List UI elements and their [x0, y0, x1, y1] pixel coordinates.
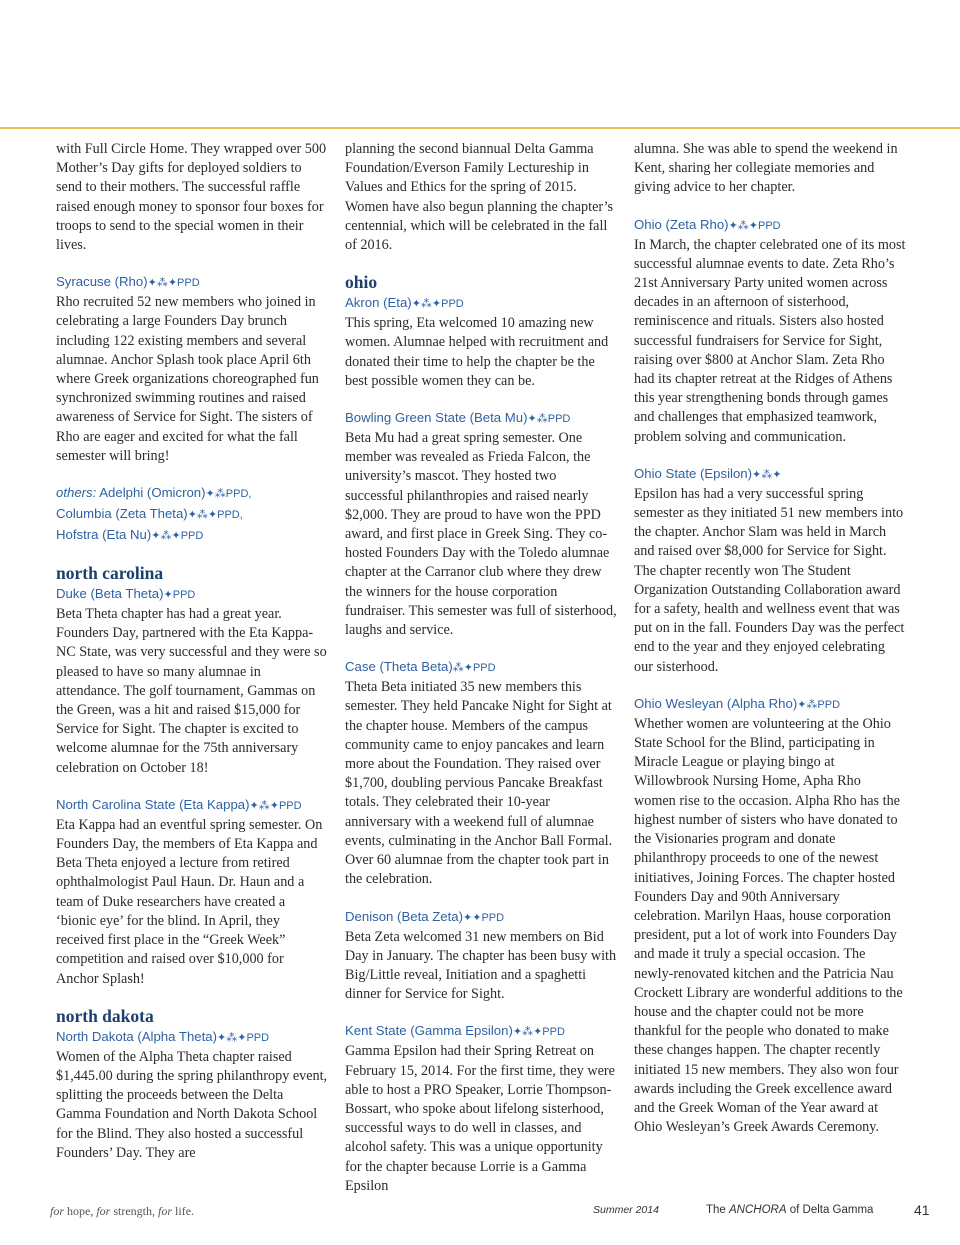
entry-north-dakota — [56, 1027, 328, 1163]
entry-body: planning the second biannual Delta Gamma Foundation/Everson Family Lectureship in Values and Ethics for the spring of 2015. Women have also begun planning the chapter’s centennial, which will be celebrated in the fall of 2016. — [345, 141, 614, 254]
state-heading: north dakota — [56, 1005, 154, 1026]
entry-duke — [56, 584, 328, 778]
page-number: 41 — [914, 1202, 930, 1218]
chapter-name: Hofstra (Eta Nu)✦⁂✦PPD — [56, 527, 204, 543]
award-markers-icon: ✦⁂✦PPD — [512, 1026, 565, 1039]
footer-issue-date: Summer 2014 — [593, 1204, 659, 1216]
award-markers-icon: ✦⁂✦ — [752, 468, 782, 481]
state-heading: north carolina — [56, 563, 164, 584]
award-markers-icon: ✦⁂✦PPD — [147, 277, 200, 290]
entry-body: Women of the Alpha Theta chapter raised $1,445.00 during the spring philanthropy event, splitting the proceeds between the Delta Gamma Foundation and North Dakota School for the Blind. They also hosted a successful Founders’ Day. They are — [56, 1048, 328, 1161]
chapter-name: North Carolina State (Eta Kappa)✦⁂✦PPD — [56, 796, 302, 812]
entry-body: Beta Zeta welcomed 31 new members on Bid Day in January. The chapter has been busy with Big/Little reveal, Initiation and a spaghetti dinner for Service for Sight. — [345, 928, 617, 1003]
award-markers-icon: ✦⁂✦PPD — [151, 530, 204, 543]
entry-ohio-wesleyan — [634, 694, 906, 1137]
entry-others — [56, 483, 328, 546]
entry-body: Gamma Epsilon had their Spring Retreat on February 15, 2014. For the first time, they were able to host a PRO Speaker, Lorrie Thompson-Bossart, who spoke about lifelong sisterhood, successful ways to do well in classes, and alcohol safety. This was a unique opportunity for the chapter because Lorrie is a Gamma Epsilon — [345, 1043, 615, 1194]
entry-bowling-green — [345, 408, 617, 640]
award-markers-icon: ✦⁂PPD — [797, 698, 841, 711]
entry-body: Beta Mu had a great spring semester. One member was revealed as Frieda Falcon, the university’s mascot. They hosted two successful philanthropies and raised nearly $2,000. They are proud to have won the PPD award, and first place in Greek Sing. They co-hosted Founders Day with the Toledo alumnae chapter at the Carranor club where they drew the winners for the house corporation fundraiser. This semester was full of sisterhood, laughs and service. — [345, 430, 617, 639]
award-markers-icon: ✦⁂✦PPD — [411, 298, 464, 311]
award-markers-icon: ✦✦PPD — [463, 911, 505, 924]
entry-body: Theta Beta initiated 35 new members this semester. They held Pancake Night for Sight at the chapter house. Members of the campus community came to enjoy pancakes and learn more about the Foundation. They raised over $1,700, doubling pervious Pancake Breakfast totals. They celebrated their 10-year anniversary with a weekend full of alumnae events, culminating in the Anchor Ball Formal. Over 60 alumnae from the chapter took part in the celebration. — [345, 679, 613, 888]
chapter-name: Denison (Beta Zeta)✦✦PPD — [345, 908, 505, 924]
award-markers-icon: ⁂✦PPD — [452, 662, 496, 675]
entry-nc-state — [56, 795, 328, 989]
top-accent-rule — [0, 127, 960, 129]
continued-entry — [345, 140, 617, 255]
chapter-name: North Dakota (Alpha Theta)✦⁂✦PPD — [56, 1028, 270, 1044]
award-markers-icon: ✦PPD — [163, 589, 196, 602]
entry-kent-state — [345, 1021, 617, 1196]
entry-body: In March, the chapter celebrated one of its most successful alumnae events to date. Zeta Rho’s 21st Anniversary Party united women across decades in an afternoon of sisterhood, reminiscence and rituals. Sisters also hosted successful fundraisers for Service for Sight, raising over $800 at Anchor Slam. Zeta Rho had its chapter retreat at the Ridges of Athens this year strengthening bonds through games and challenges that emphasized teamwork, problem solving and communication. — [634, 236, 906, 445]
chapter-name: Case (Theta Beta)⁂✦PPD — [345, 659, 496, 675]
entry-akron — [345, 293, 617, 391]
award-markers-icon: ✦⁂✦PPD — [728, 219, 781, 232]
entry-body: Epsilon has had a very successful spring semester as they initiated 51 new members into the chapter. Anchor Slam was held in March and raised over $8,000 for Service for Sight. The chapter recently won The Student Organization Outstanding Collaboration award for a safety, health and wellness event that was put on in the fall. Founders Day was the perfect end to the year and they enjoyed celebrating our sisterhood. — [634, 485, 905, 675]
state-heading: ohio — [345, 272, 378, 293]
award-markers-icon: ✦⁂✦PPD — [249, 799, 302, 812]
award-markers-icon: ✦⁂✦PPD, — [187, 509, 243, 522]
entry-body: This spring, Eta welcomed 10 amazing new women. Alumnae helped with recruitment and donated their time to help the chapter be the best possible women they can be. — [345, 315, 609, 389]
chapter-name: Ohio (Zeta Rho)✦⁂✦PPD — [634, 216, 781, 232]
continued-entry — [56, 140, 328, 255]
column-middle — [345, 140, 617, 1213]
chapter-name: Bowling Green State (Beta Mu)✦⁂PPD — [345, 410, 571, 426]
column-left — [56, 140, 328, 1180]
entry-ohio-zeta-rho — [634, 215, 906, 447]
entry-body: Beta Theta chapter has had a great year. Founders Day, partnered with the Eta Kappa-NC State, was very successful and they were so pleased to have so many alumnae in attendance. The golf tournament, Gammas on the Green, was a hit and raised $15,000 for Service for Sight. The chapter is excited to welcome alumnae for the 75th anniversary celebration on October 18! — [56, 606, 327, 776]
chapter-name: Kent State (Gamma Epsilon)✦⁂✦PPD — [345, 1023, 565, 1039]
award-markers-icon: ✦⁂PPD, — [205, 488, 252, 501]
award-markers-icon: ✦⁂PPD — [527, 413, 571, 426]
entry-syracuse — [56, 272, 328, 466]
chapter-name: others: Adelphi (Omicron)✦⁂PPD, — [56, 485, 252, 501]
entry-case — [345, 657, 617, 889]
chapter-name: Syracuse (Rho)✦⁂✦PPD — [56, 274, 200, 290]
entry-body: Eta Kappa had an eventful spring semester. On Founders Day, the members of Eta Kappa and Beta Theta enjoyed a lecture from retired ophthalmologist Paul Haun. Dr. Haun and a team of Duke researchers have created a ‘bionic eye’ for the blind. In April, they received first place in the “Greek Week” competition and raised over $10,000 for Anchor Splash! — [56, 816, 323, 987]
footer-tagline: for hope, for strength, for life. — [50, 1204, 195, 1218]
award-markers-icon: ✦⁂✦PPD — [217, 1031, 270, 1044]
entry-body: Whether women are volunteering at the Ohio State School for the Blind, participating in Miracle League or playing bingo at Willowbrook Nursing Home, Apha Rho women rise to the occasion. Alpha Rho has the highest number of sisters who have donated to the Visionaries program and donate philanthropy proceeds to one of the newest initiatives, Joining Forces. The chapter hosted Founders Day and 90th Anniversary celebration. Marilyn Haas, house corporation president, put a lot of work into Founders Day and made it truly a special occasion. The newly-renovated kitchen and the Patricia Nau Crockett Library are wonderful additions to the house and the chapter could not be more thankful for the people who donated to make these changes happen. The chapter recently initiated 15 new members. They also won four awards including the Greek excellence award and the Greek Woman of the Year award at Ohio Wesleyan’s Greek Awards Ceremony. — [634, 715, 903, 1136]
chapter-name: Akron (Eta)✦⁂✦PPD — [345, 295, 464, 311]
entry-body: alumna. She was able to spend the weekend in Kent, sharing her collegiate memories and giving advice to her chapter. — [634, 141, 898, 196]
chapter-name: Duke (Beta Theta)✦PPD — [56, 586, 196, 602]
chapter-name: Ohio Wesleyan (Alpha Rho)✦⁂PPD — [634, 695, 841, 711]
footer-magazine-title: The ANCHORA of Delta Gamma — [706, 1204, 874, 1216]
entry-body: Rho recruited 52 new members who joined in celebrating a large Founders Day brunch including 122 existing members and several alumnae. Anchor Splash took place April 6th where Greek organizations choreographed fun synchronized swimming routines and raised awareness of Service for Sight. The sisters of Rho are eager and excited for what the fall semester will bring! — [56, 294, 319, 464]
chapter-name: Columbia (Zeta Theta)✦⁂✦PPD, — [56, 506, 243, 522]
chapter-name: Ohio State (Epsilon)✦⁂✦ — [634, 465, 782, 481]
entry-denison — [345, 907, 617, 1005]
continued-entry — [634, 140, 906, 198]
column-right — [634, 140, 906, 1154]
entry-ohio-state — [634, 464, 906, 677]
entry-body: with Full Circle Home. They wrapped over 500 Mother’s Day gifts for deployed soldiers to send to their mothers. The successful raffle raised enough money to sponsor four boxes for troops to send to the special women in their lives. — [56, 141, 327, 254]
